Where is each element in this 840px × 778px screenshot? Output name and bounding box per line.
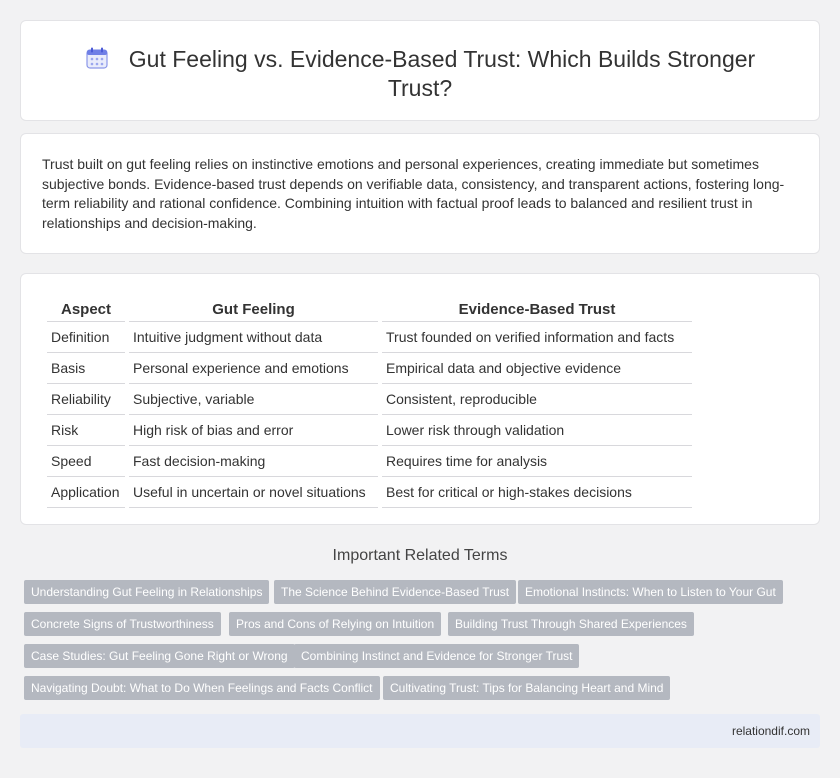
column-header-evidence-based-trust: Evidence-Based Trust (382, 297, 692, 322)
intro-card (20, 133, 820, 254)
table-cell-evidence-based: Trust founded on verified information and facts (382, 322, 692, 353)
related-terms-heading: Important Related Terms (332, 547, 508, 564)
related-term-tag[interactable]: Combining Instinct and Evidence for Stronger Trust (294, 644, 579, 668)
table-row (47, 353, 692, 384)
table-cell-aspect: Application (47, 477, 125, 508)
table-cell-evidence-based: Consistent, reproducible (382, 384, 692, 415)
table-cell-evidence-based: Requires time for analysis (382, 446, 692, 477)
related-term-tag[interactable]: Pros and Cons of Relying on Intuition (229, 612, 441, 636)
intro-paragraph: Trust built on gut feeling relies on instinctive emotions and personal experiences, creating immediate but sometimes subjective bonds. Evidence-based trust depends on verifiable data, consistency, and transparent actions, fostering long-term reliability and rational confidence. Combining intuition with factual proof leads to balanced and resilient trust in relationships and decision-making. (42, 156, 785, 231)
column-header-aspect: Aspect (47, 297, 125, 322)
table-cell-gut-feeling: Fast decision-making (129, 446, 378, 477)
table-row (47, 446, 692, 477)
related-term-tag[interactable]: Case Studies: Gut Feeling Gone Right or Wrong (24, 644, 295, 668)
comparison-table (43, 297, 696, 508)
table-cell-gut-feeling: Subjective, variable (129, 384, 378, 415)
column-header-gut-feeling: Gut Feeling (129, 297, 378, 322)
table-cell-aspect: Speed (47, 446, 125, 477)
comparison-table-card (20, 273, 820, 525)
title-card (20, 20, 820, 121)
footer-site-name[interactable]: relationdif.com (731, 724, 810, 738)
table-cell-gut-feeling: High risk of bias and error (129, 415, 378, 446)
page-title: Gut Feeling vs. Evidence-Based Trust: Which Builds Stronger Trust? (128, 46, 756, 101)
related-term-tag[interactable]: Emotional Instincts: When to Listen to Your Gut (518, 580, 783, 604)
calendar-icon (85, 46, 109, 70)
table-row (47, 415, 692, 446)
related-term-tag[interactable]: Building Trust Through Shared Experiences (448, 612, 694, 636)
table-cell-evidence-based: Best for critical or high-stakes decisions (382, 477, 692, 508)
page-title-wrap (81, 45, 759, 103)
table-cell-aspect: Definition (47, 322, 125, 353)
table-row (47, 477, 692, 508)
table-cell-evidence-based: Empirical data and objective evidence (382, 353, 692, 384)
table-cell-aspect: Risk (47, 415, 125, 446)
related-term-tag[interactable]: The Science Behind Evidence-Based Trust (274, 580, 516, 604)
related-term-tag[interactable]: Navigating Doubt: What to Do When Feelings and Facts Conflict (24, 676, 380, 700)
table-cell-gut-feeling: Personal experience and emotions (129, 353, 378, 384)
related-term-tag[interactable]: Understanding Gut Feeling in Relationships (24, 580, 269, 604)
table-cell-evidence-based: Lower risk through validation (382, 415, 692, 446)
related-term-tag[interactable]: Cultivating Trust: Tips for Balancing Heart and Mind (383, 676, 670, 700)
related-term-tag[interactable]: Concrete Signs of Trustworthiness (24, 612, 221, 636)
table-header-row (47, 297, 692, 322)
table-row (47, 384, 692, 415)
table-cell-gut-feeling: Useful in uncertain or novel situations (129, 477, 378, 508)
table-row (47, 322, 692, 353)
table-cell-aspect: Reliability (47, 384, 125, 415)
table-cell-gut-feeling: Intuitive judgment without data (129, 322, 378, 353)
table-cell-aspect: Basis (47, 353, 125, 384)
footer (20, 714, 820, 748)
